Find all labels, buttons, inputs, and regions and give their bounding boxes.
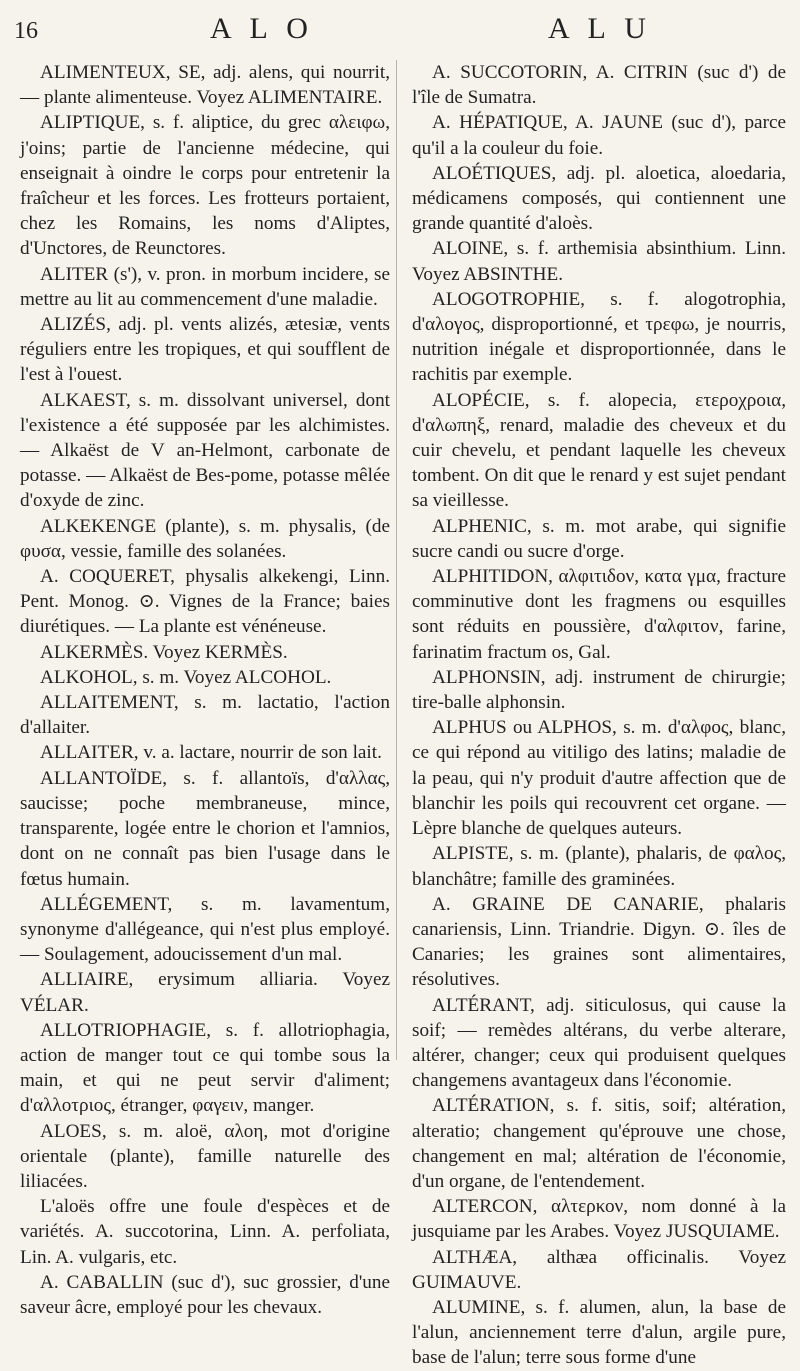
- entry-allantoide: ALLANTOÏDE, s. f. allantoïs, d'αλλας, saucisse; poche membraneuse, mince, transparente, logée entre le chorion et l'amnios, dont on ne connaît pas bien l'usage dans le fœtus humain.: [20, 767, 390, 890]
- left-running-head: A L O: [210, 12, 314, 45]
- column-divider: [396, 60, 397, 1060]
- entry-hepatique: A. HÉPATIQUE, A. JAUNE (suc d'), parce qu'il a la couleur du foie.: [412, 112, 786, 159]
- page-number: 16: [14, 18, 38, 44]
- entry-alpiste: ALPISTE, s. m. (plante), phalaris, de φαλος, blanchâtre; famille des graminées.: [412, 843, 786, 890]
- entry-alogotrophie: ALOGOTROPHIE, s. f. alogotrophia, d'αλογος, disproportionné, et τρεφω, je nourris, nutrition inégale et disproportionnée, dans le rachitis par exemple.: [412, 288, 786, 386]
- entry-aliter: ALITER (s'), v. pron. in morbum incidere, se mettre au lit au commencement d'une maladie.: [20, 263, 390, 310]
- entry-allaiter: ALLAITER, v. a. lactare, nourrir de son lait.: [40, 742, 382, 764]
- entry-allegement: ALLÉGEMENT, s. m. lavamentum, synonyme d'allégeance, qui n'est plus employé. — Soulagement, adoucissement d'un mal.: [20, 893, 390, 966]
- entry-alteration: ALTÉRATION, s. f. sitis, soif; altération, alteratio; changement qu'éprouve une chose, changement en mal; altération de l'économie, d'un organe, de l'entendement.: [412, 1095, 786, 1192]
- entry-alphenic: ALPHENIC, s. m. mot arabe, qui signifie sucre candi ou sucre d'orge.: [412, 515, 786, 562]
- entry-alimenteux: ALIMENTEUX, SE, adj. alens, qui nourrit, — plante alimenteuse. Voyez ALIMENTAIRE.: [20, 62, 390, 109]
- entry-alumine: ALUMINE, s. f. alumen, alun, la base de l'alun, anciennement terre d'alun, argile pure, base de l'alun; terre sous forme d'une: [412, 1296, 786, 1369]
- entry-althaea: ALTHÆA, althæa officinalis. Voyez GUIMAUVE.: [412, 1246, 786, 1293]
- running-header: [0, 8, 800, 54]
- right-running-head: A L U: [548, 12, 652, 45]
- entry-alkohol: ALKOHOL, s. m. Voyez ALCOHOL.: [40, 666, 332, 688]
- entry-aloes-varieties: L'aloës offre une foule d'espèces et de variétés. A. succotorina, Linn. A. perfoliata, Lin. A. vulgaris, etc.: [20, 1196, 390, 1268]
- entry-alkekenge: ALKEKENGE (plante), s. m. physalis, (de φυσα, vessie, famille des solanées.: [20, 515, 390, 562]
- entry-coqueret: A. COQUERET, physalis alkekengi, Linn. Pent. Monog. ⊙. Vignes de la France; baies diurétiques. — La plante est vénéneuse.: [20, 566, 390, 638]
- entry-aloine: ALOINE, s. f. arthemisia absinthium. Linn. Voyez ABSINTHE.: [412, 238, 786, 285]
- entry-alopecie: ALOPÉCIE, s. f. alopecia, ετεροχροια, d'αλωπηξ, renard, maladie des cheveux et du cuir chevelu, et pendant laquelle les cheveux tombent. On dit que le renard y est sujet pendant sa vieillesse.: [412, 389, 786, 512]
- entry-canarie: A. GRAINE DE CANARIE, phalaris canariensis, Linn. Triandrie. Digyn. ⊙. îles de Canaries; les graines sont alimentaires, résolutives.: [412, 893, 786, 991]
- entry-alliaire: ALLIAIRE, erysimum alliaria. Voyez VÉLAR.: [20, 969, 390, 1016]
- entry-alterant: ALTÉRANT, adj. siticulosus, qui cause la soif; — remèdes altérans, du verbe alterare, altérer, changer; ceux qui produisent quelques changemens avantageux dans l'économie.: [412, 994, 786, 1092]
- entry-alkermes: ALKERMÈS. Voyez KERMÈS.: [40, 641, 288, 663]
- entry-aloes: ALOES, s. m. aloë, αλοη, mot d'origine orientale (plante), famille naturelle des liliacées.: [20, 1120, 390, 1192]
- left-column: [20, 60, 390, 1320]
- entry-succotorin: A. SUCCOTORIN, A. CITRIN (suc d') de l'île de Sumatra.: [412, 62, 786, 109]
- entry-alphonsin: ALPHONSIN, adj. instrument de chirurgie; tire-balle alphonsin.: [412, 666, 786, 714]
- entry-allotriophagie: ALLOTRIOPHAGIE, s. f. allotriophagia, action de manger tout ce qui tombe sous la main, et qui ne peut servir d'aliment; d'αλλοτριος, étranger, φαγειν, manger.: [20, 1019, 390, 1117]
- entry-alphus: ALPHUS ou ALPHOS, s. m. d'αλφος, blanc, ce qui répond au vitiligo des latins; maladie de la peau, qui n'y produit d'autre affection que de blanchir les poils qui recouvrent cet organe. — Lèpre blanche de quelques auteurs.: [412, 717, 786, 840]
- entry-altercon: ALTERCON, αλτερκον, nom donné à la jusquiame par les Arabes. Voyez JUSQUIAME.: [412, 1196, 786, 1243]
- entry-aloetiques: ALOÉTIQUES, adj. pl. aloetica, aloedaria, médicamens composés, qui contiennent une grande quantité d'aloès.: [412, 162, 786, 235]
- entry-alizes: ALIZÉS, adj. pl. vents alizés, ætesiæ, vents réguliers entre les tropiques, et qui soufflent de l'est à l'ouest.: [20, 314, 390, 386]
- entry-aliptique: ALIPTIQUE, s. f. aliptice, du grec αλειφω, j'oins; partie de l'ancienne médecine, qui enseignait à oindre le corps pour entretenir la fraîcheur et les forces. Les frotteurs portaient, chez les Romains, les noms d'Aliptes, d'Unctores, de Reunctores.: [20, 112, 390, 260]
- right-column: [412, 60, 786, 1371]
- entry-alphitidon: ALPHITIDON, αλφιτιδον, κατα γμα, fracture comminutive dont les fragmens ou esquilles sont réduits en poussière, d'αλφιτον, farine, farinatim fractum os, Gal.: [412, 566, 786, 663]
- entry-allaitement: ALLAITEMENT, s. m. lactatio, l'action d'allaiter.: [20, 692, 390, 739]
- entry-alkaest: ALKAEST, s. m. dissolvant universel, dont l'existence a été supposée par les alchimistes. — Alkaëst de V an-Helmont, carbonate de potasse. — Alkaëst de Bes-pome, potasse mêlée d'oxyde de zinc.: [20, 389, 390, 512]
- entry-caballin: A. CABALLIN (suc d'), suc grossier, d'une saveur âcre, employé pour les chevaux.: [20, 1271, 390, 1318]
